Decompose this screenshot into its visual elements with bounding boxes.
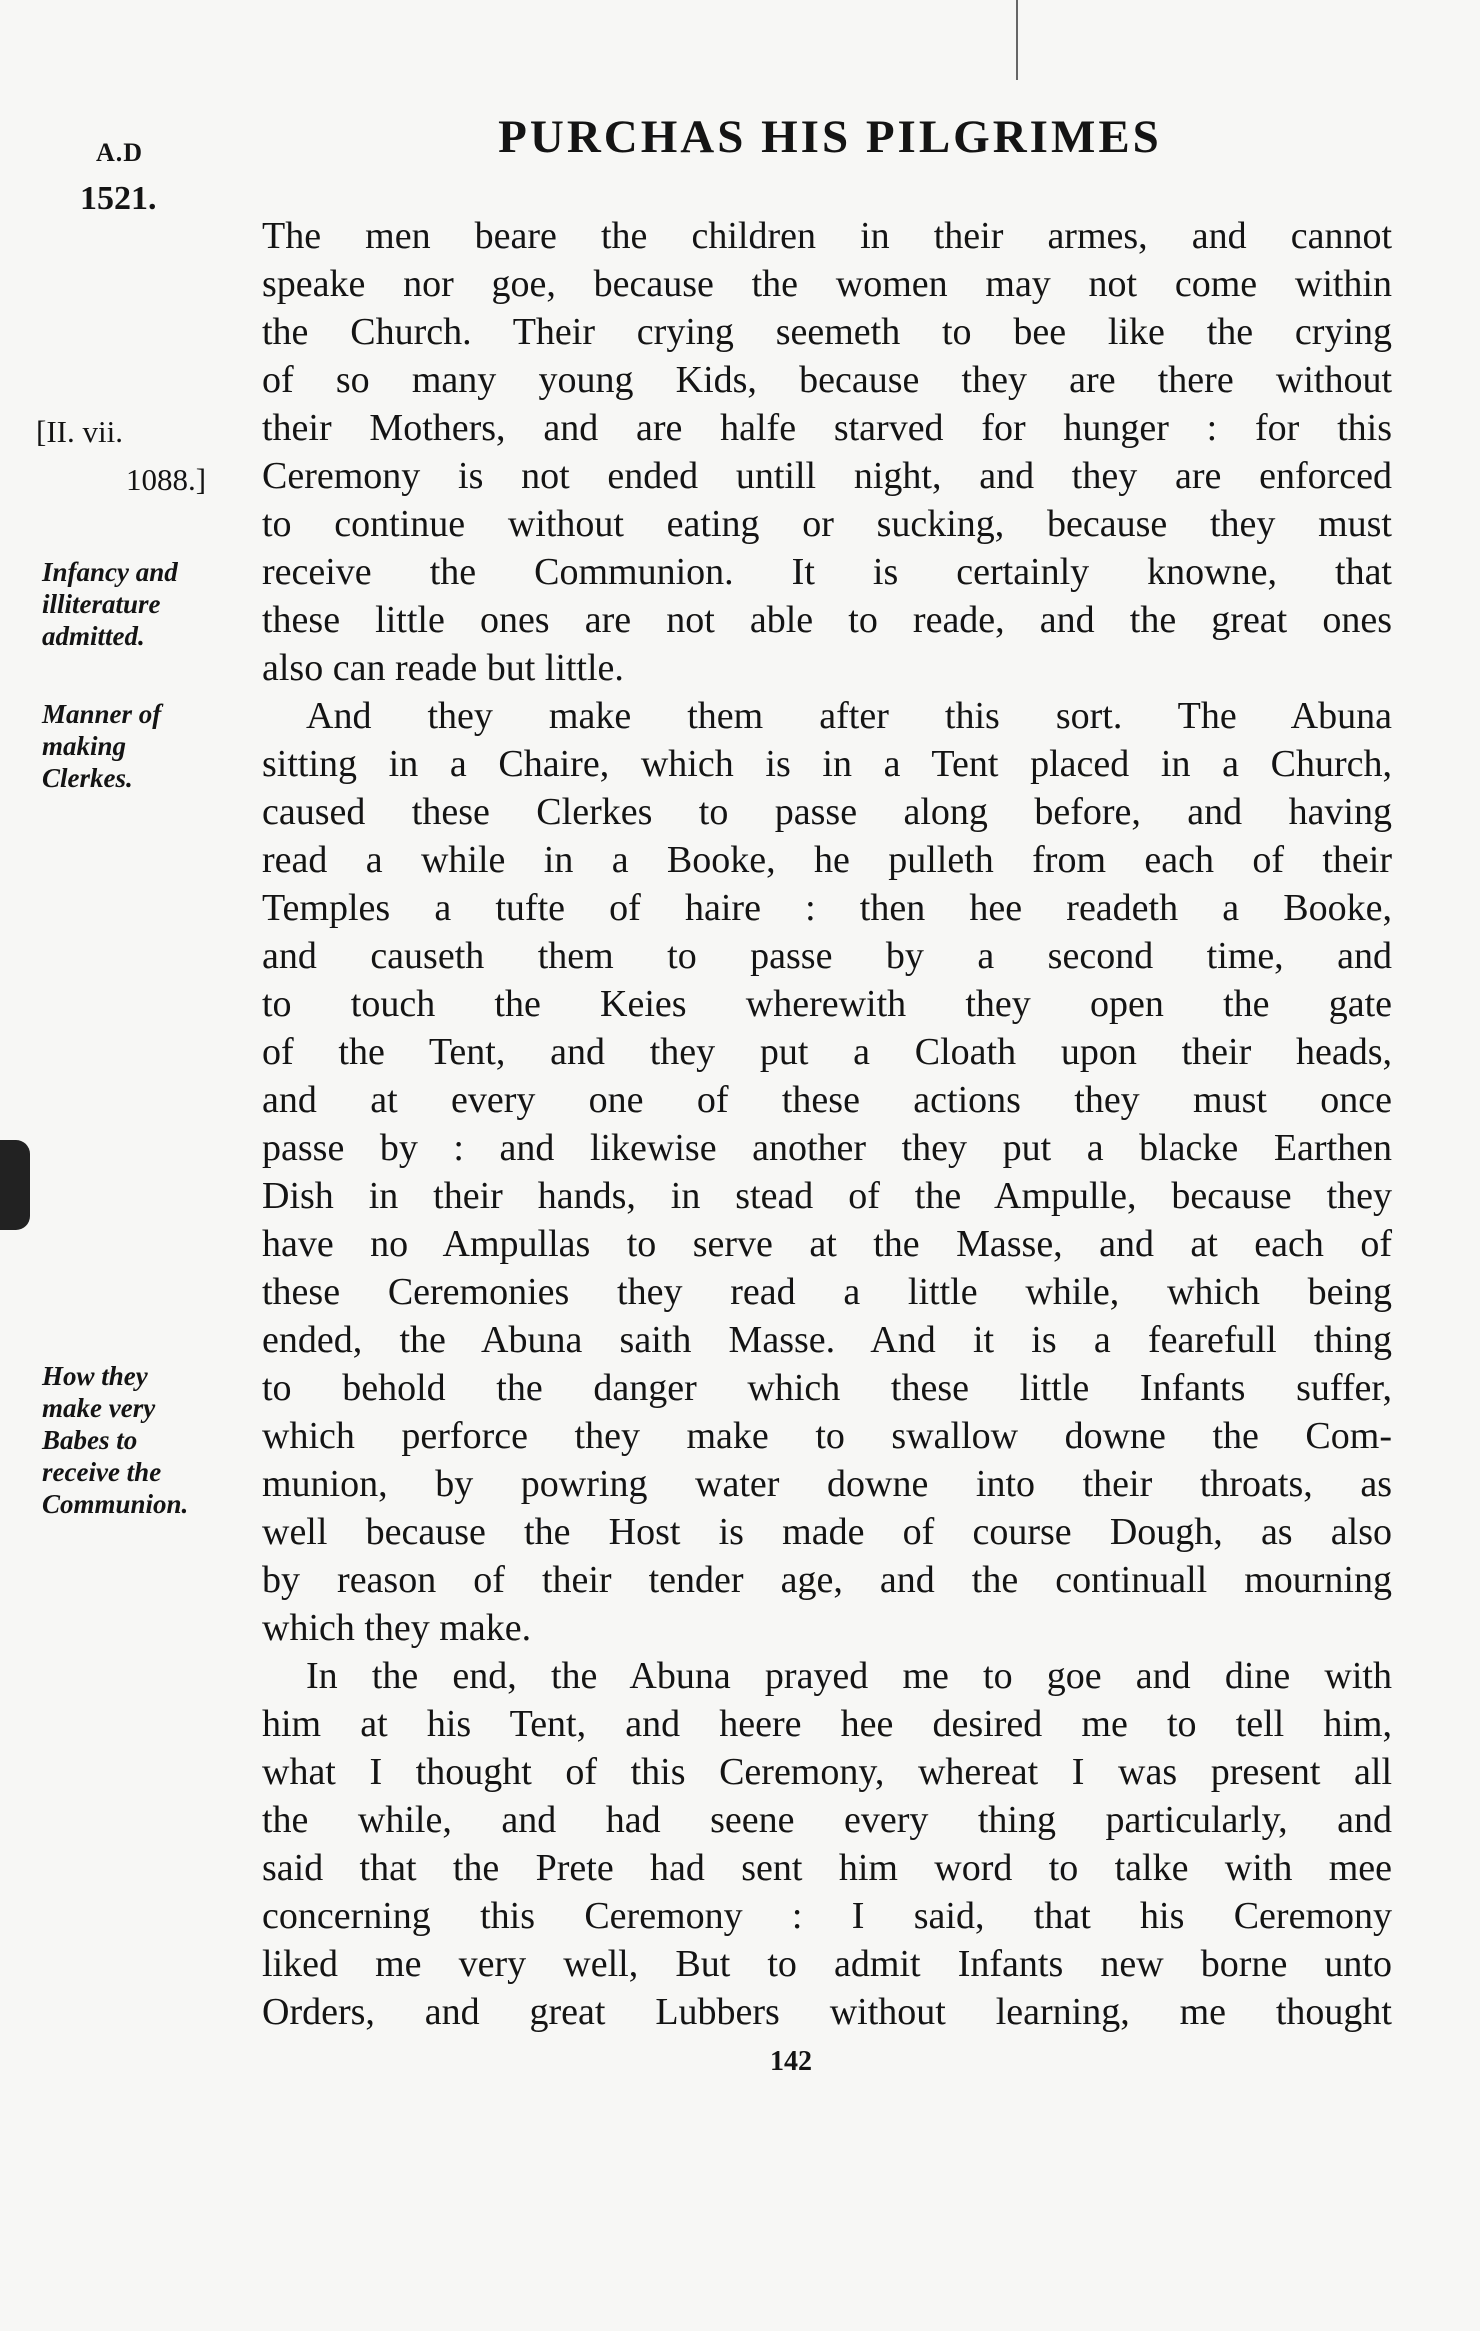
margin-reference-line2: 1088.] xyxy=(126,462,207,497)
body-line: by reason of their tender age, and the continuall mourning xyxy=(262,1559,1392,1601)
body-line: Temples a tufte of haire : then hee readeth a Booke, xyxy=(262,887,1392,929)
margin-note-clerkes xyxy=(42,698,161,794)
body-line: of so many young Kids, because they are there without xyxy=(262,359,1392,401)
body-line: And they make them after this sort. The Abuna xyxy=(306,695,1392,737)
body-line: read a while in a Booke, he pulleth from each of their xyxy=(262,839,1392,881)
margin-note-line: How they xyxy=(42,1361,148,1391)
margin-note-line: illiterature xyxy=(42,589,161,619)
page-number: 142 xyxy=(770,2046,812,2077)
margin-note-line: Communion. xyxy=(42,1489,189,1519)
margin-note-line: Manner of xyxy=(42,699,162,729)
body-line: which they make. xyxy=(262,1607,532,1649)
margin-note-line: Babes to xyxy=(42,1425,138,1455)
body-line: to behold the danger which these little Infants suffer, xyxy=(262,1367,1392,1409)
body-line: caused these Clerkes to passe along before, and having xyxy=(262,791,1392,833)
body-line: In the end, the Abuna prayed me to goe and dine with xyxy=(306,1655,1392,1697)
body-line: Orders, and great Lubbers without learning, me thought xyxy=(262,1991,1392,2033)
body-line: speake nor goe, because the women may not come within xyxy=(262,263,1392,305)
body-line: Dish in their hands, in stead of the Ampulle, because they xyxy=(262,1175,1392,1217)
margin-note-babes xyxy=(42,1360,188,1520)
body-line: The men beare the children in their armes, and cannot xyxy=(262,215,1392,257)
body-line: liked me very well, But to admit Infants new borne unto xyxy=(262,1943,1392,1985)
body-line: sitting in a Chaire, which is in a Tent placed in a Church, xyxy=(262,743,1392,785)
body-line: the while, and had seene every thing particularly, and xyxy=(262,1799,1392,1841)
body-line: ended, the Abuna saith Masse. And it is a fearefull thing xyxy=(262,1319,1392,1361)
body-line: to touch the Keies wherewith they open the gate xyxy=(262,983,1392,1025)
body-line: well because the Host is made of course Dough, as also xyxy=(262,1511,1392,1553)
running-header: PURCHAS HIS PILGRIMES xyxy=(498,111,1162,163)
body-line: him at his Tent, and heere hee desired me to tell him, xyxy=(262,1703,1392,1745)
body-line: and causeth them to passe by a second time, and xyxy=(262,935,1392,977)
margin-note-line: receive the xyxy=(42,1457,162,1487)
body-line: receive the Communion. It is certainly knowne, that xyxy=(262,551,1392,593)
body-line: Ceremony is not ended untill night, and they are enforced xyxy=(262,455,1392,497)
margin-note-line: admitted. xyxy=(42,621,145,651)
body-line: said that the Prete had sent him word to talke with mee xyxy=(262,1847,1392,1889)
body-line: concerning this Ceremony : I said, that his Ceremony xyxy=(262,1895,1392,1937)
body-line: the Church. Their crying seemeth to bee like the crying xyxy=(262,311,1392,353)
margin-note-line: make very xyxy=(42,1393,156,1423)
margin-note-line: making xyxy=(42,731,127,761)
body-line: also can reade but little. xyxy=(262,647,624,689)
body-line: of the Tent, and they put a Cloath upon their heads, xyxy=(262,1031,1392,1073)
margin-note-infancy xyxy=(42,556,178,652)
scan-mark xyxy=(1016,0,1018,80)
body-line: and at every one of these actions they must once xyxy=(262,1079,1392,1121)
body-line: have no Ampullas to serve at the Masse, and at each of xyxy=(262,1223,1392,1265)
body-line: their Mothers, and are halfe starved for hunger : for this xyxy=(262,407,1392,449)
body-line: what I thought of this Ceremony, whereat I was present all xyxy=(262,1751,1392,1793)
margin-note-line: Clerkes. xyxy=(42,763,133,793)
body-line: to continue without eating or sucking, because they must xyxy=(262,503,1392,545)
date-label: A.D xyxy=(96,138,144,167)
margin-note-line: Infancy and xyxy=(42,557,178,587)
body-line: munion, by powring water downe into their throats, as xyxy=(262,1463,1392,1505)
body-line: passe by : and likewise another they put a blacke Earthen xyxy=(262,1127,1392,1169)
body-line: these little ones are not able to reade, and the great ones xyxy=(262,599,1392,641)
thumb-shadow xyxy=(0,1140,30,1230)
body-line: which perforce they make to swallow downe the Com- xyxy=(262,1415,1392,1457)
year-label: 1521. xyxy=(80,180,157,217)
body-line: these Ceremonies they read a little while, which being xyxy=(262,1271,1392,1313)
margin-reference-line1: [II. vii. xyxy=(36,414,123,449)
